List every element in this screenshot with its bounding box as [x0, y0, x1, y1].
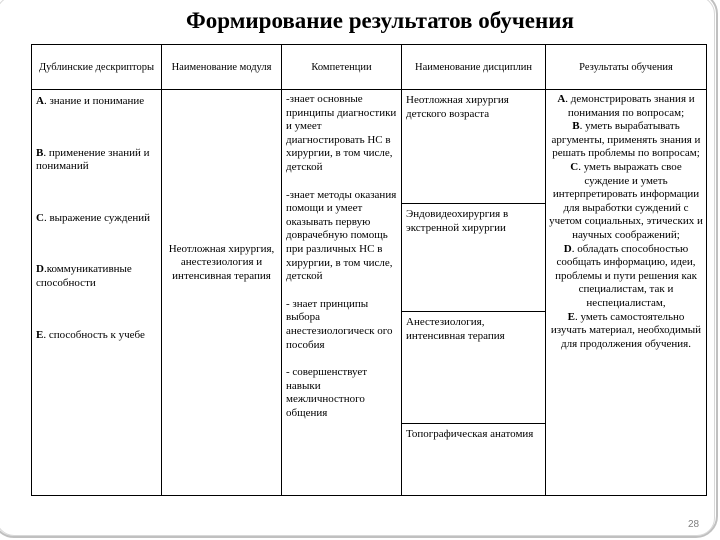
- page-number: 28: [688, 519, 700, 530]
- result-e: Е. уметь самостоятельно изучать материал, необходимый для продолжения обучения.: [550, 310, 702, 350]
- discipline-1: Неотложная хирургия детского возраста: [402, 90, 546, 204]
- slide-title: Формирование результатов обучения: [186, 8, 574, 33]
- competency-3: - знает принципы выбора анестезиологическ ого пособия: [286, 297, 393, 351]
- descriptor-c: С. выражение суждений: [36, 211, 150, 224]
- module-name: Неотложная хирургия, анестезиология и интенсивная терапия: [168, 242, 275, 282]
- results-cell: [546, 90, 707, 496]
- body-row: [32, 90, 707, 204]
- result-b: В. уметь вырабатывать аргументы, применять знания и решать проблемы по вопросам;: [551, 120, 701, 160]
- result-a: А. демонстрировать знания и понимания по вопросам;: [557, 93, 695, 119]
- discipline-2: Эндовидеохирургия в экстренной хирургии: [402, 204, 546, 312]
- discipline-3: Анестезиология, интенсивная терапия: [402, 312, 546, 424]
- header-row: [32, 45, 707, 90]
- header-discipline: Наименование дисциплин: [402, 45, 546, 90]
- module-cell: [162, 90, 282, 496]
- result-d: D. обладать способностью сообщать информацию, идеи, проблемы и пути решения как специалистам, так и неспециалистам,: [555, 242, 697, 309]
- descriptors-cell: [32, 90, 162, 496]
- header-descriptors: Дублинские дескрипторы: [32, 45, 162, 90]
- competency-1: -знает основные принципы диагностики и умеет диагностировать НС в хирургии, в том числе, детской: [286, 93, 397, 173]
- outcomes-table: [31, 44, 707, 496]
- descriptor-b: В. применение знаний и пониманий: [36, 146, 150, 173]
- header-competencies: Компетенции: [282, 45, 402, 90]
- competencies-cell: [282, 90, 402, 496]
- descriptor-d: D.коммуникативные способности: [36, 263, 132, 289]
- descriptor-e: Е. способность к учебе: [36, 328, 145, 341]
- header-results: Результаты обучения: [546, 45, 707, 90]
- competency-4: - совершенствует навыки межличностного общения: [286, 366, 368, 419]
- result-c: С. уметь выражать свое суждение и уметь интерпретировать информации для выработки суждений с учетом социальных, этических и научных соображений;: [549, 160, 703, 241]
- discipline-4: Топографическая анатомия: [402, 424, 546, 496]
- competency-2: -знает методы оказания помощи и умеет оказывать первую доврачебную помощь при различных НС в хирургии, в том числе, детской: [286, 188, 397, 283]
- descriptor-a: А. знание и понимание: [36, 95, 145, 107]
- header-module: Наименование модуля: [162, 45, 282, 90]
